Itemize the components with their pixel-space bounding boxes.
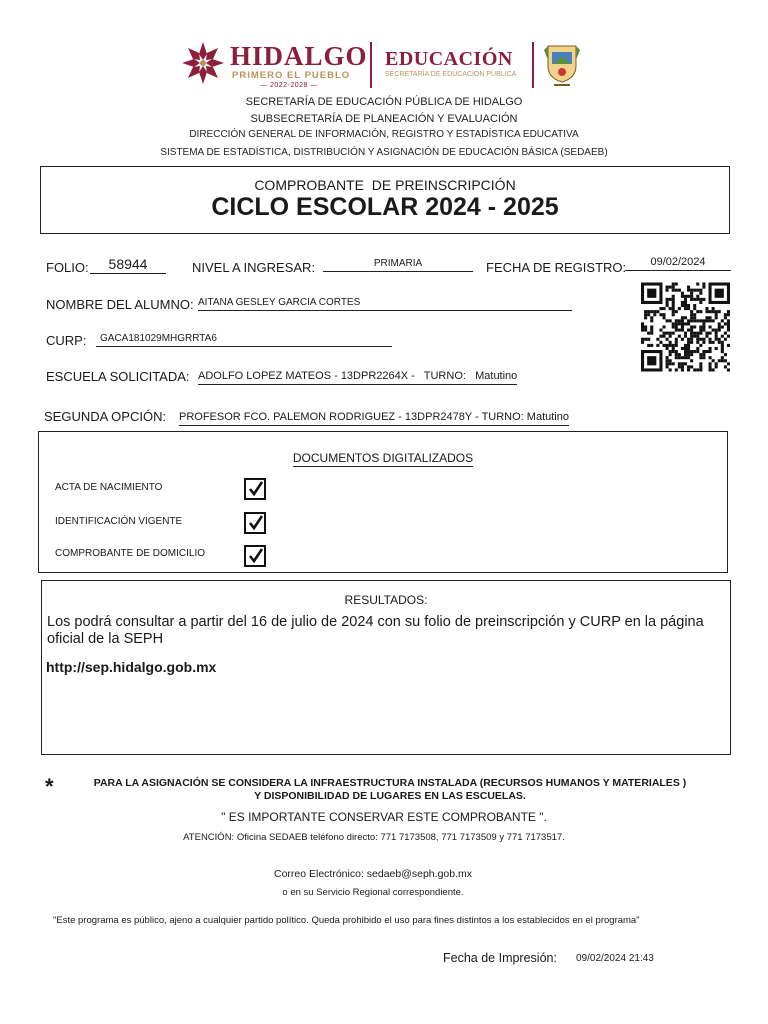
brand-name: HIDALGO	[230, 41, 368, 71]
folio-value: 58944	[90, 256, 166, 274]
header-line-3: DIRECCIÓN GENERAL DE INFORMACIÓN, REGISTRO Y ESTADÍSTICA EDUCATIVA	[189, 129, 579, 140]
footer-notice: PARA LA ASIGNACIÓN SE CONSIDERA LA INFRAESTRUCTURA INSTALADA (RECURSOS HUMANOS Y MATERIALES ) Y DISPONIBILIDAD DE LUGARES EN LAS ESCUELAS.	[93, 777, 687, 802]
escuela-value: ADOLFO LOPEZ MATEOS - 13DPR2264X - TURNO: Matutino	[198, 370, 517, 385]
title-subtitle: COMPROBANTE DE PREINSCRIPCIÓN	[254, 177, 516, 193]
segunda-opcion-value: PROFESOR FCO. PALEMON RODRIGUEZ - 13DPR2478Y - TURNO: Matutino	[179, 411, 569, 426]
coat-of-arms-icon	[542, 40, 582, 88]
brand-period: — 2022-2028 —	[260, 82, 318, 89]
header-logo-block	[180, 38, 590, 92]
brand-divider-2	[532, 42, 534, 88]
header-line-4: SISTEMA DE ESTADÍSTICA, DISTRIBUCIÓN Y ASIGNACIÓN DE EDUCACIÓN BÁSICA (SEDAEB)	[160, 147, 608, 158]
documents-box	[38, 431, 728, 573]
results-box	[41, 580, 731, 755]
curp-value: GACA181029MHGRRTA6	[96, 333, 392, 347]
fecha-registro-value: 09/02/2024	[625, 256, 731, 271]
document-label-acta: ACTA DE NACIMIENTO	[55, 482, 163, 493]
footer-regional: o en su Servicio Regional correspondiente.	[282, 887, 464, 898]
header-line-1: SECRETARÍA DE EDUCACIÓN PÚBLICA DE HIDALGO	[245, 96, 523, 108]
footer-asterisk: *	[45, 774, 54, 799]
escuela-label: ESCUELA SOLICITADA:	[46, 369, 190, 384]
brand-dept: EDUCACIÓN	[385, 48, 513, 70]
footer-attention: ATENCIÓN: Oficina SEDAEB teléfono directo: 771 7173508, 771 7173509 y 771 7173517.	[183, 832, 565, 843]
results-title: RESULTADOS:	[344, 593, 428, 607]
qr-code-icon	[641, 281, 730, 373]
segunda-opcion-label: SEGUNDA OPCIÓN:	[44, 409, 167, 424]
documents-title: DOCUMENTOS DIGITALIZADOS	[292, 451, 474, 465]
results-text: Los podrá consultar a partir del 16 de julio de 2024 con su folio de preinscripción y CURP en la página oficial de la SEPH	[47, 614, 704, 647]
curp-label: CURP:	[46, 333, 87, 348]
checkmark-icon	[247, 547, 265, 565]
nombre-value: AITANA GESLEY GARCIA CORTES	[198, 297, 572, 311]
nombre-label: NOMBRE DEL ALUMNO:	[46, 297, 194, 312]
print-date-label: Fecha de Impresión:	[443, 951, 557, 965]
document-checkbox-acta[interactable]	[244, 478, 266, 500]
fecha-registro-label: FECHA DE REGISTRO:	[486, 260, 627, 275]
document-label-domicilio: COMPROBANTE DE DOMICILIO	[55, 548, 206, 559]
brand-slogan: PRIMERO EL PUEBLO	[232, 70, 351, 81]
print-date-value: 09/02/2024 21:43	[576, 953, 654, 964]
title-box	[40, 166, 730, 234]
footer-email: Correo Electrónico: sedaeb@seph.gob.mx	[273, 868, 472, 880]
folio-label: FOLIO:	[46, 260, 89, 275]
document-label-identificacion: IDENTIFICACIÓN VIGENTE	[55, 516, 183, 527]
footer-disclaimer: "Este programa es público, ajeno a cualquier partido político. Queda prohibido el uso para fines distintos a los establecidos en el programa"	[53, 915, 640, 926]
checkmark-icon	[247, 514, 265, 532]
results-url[interactable]: http://sep.hidalgo.gob.mx	[46, 659, 217, 675]
title-main: CICLO ESCOLAR 2024 - 2025	[211, 193, 559, 221]
header-line-2: SUBSECRETARÍA DE PLANEACIÓN Y EVALUACIÓN	[250, 113, 518, 125]
footer-important: " ES IMPORTANTE CONSERVAR ESTE COMPROBANTE ".	[221, 810, 547, 824]
document-checkbox-identificacion[interactable]	[244, 512, 266, 534]
hidalgo-star-logo-icon	[180, 40, 226, 86]
nivel-label: NIVEL A INGRESAR:	[192, 260, 316, 275]
brand-divider	[370, 42, 372, 88]
document-checkbox-domicilio[interactable]	[244, 545, 266, 567]
checkmark-icon	[247, 480, 265, 498]
brand-dept-sub: SECRETARÍA DE EDUCACIÓN PÚBLICA	[385, 71, 517, 78]
nivel-value: PRIMARIA	[323, 258, 473, 272]
